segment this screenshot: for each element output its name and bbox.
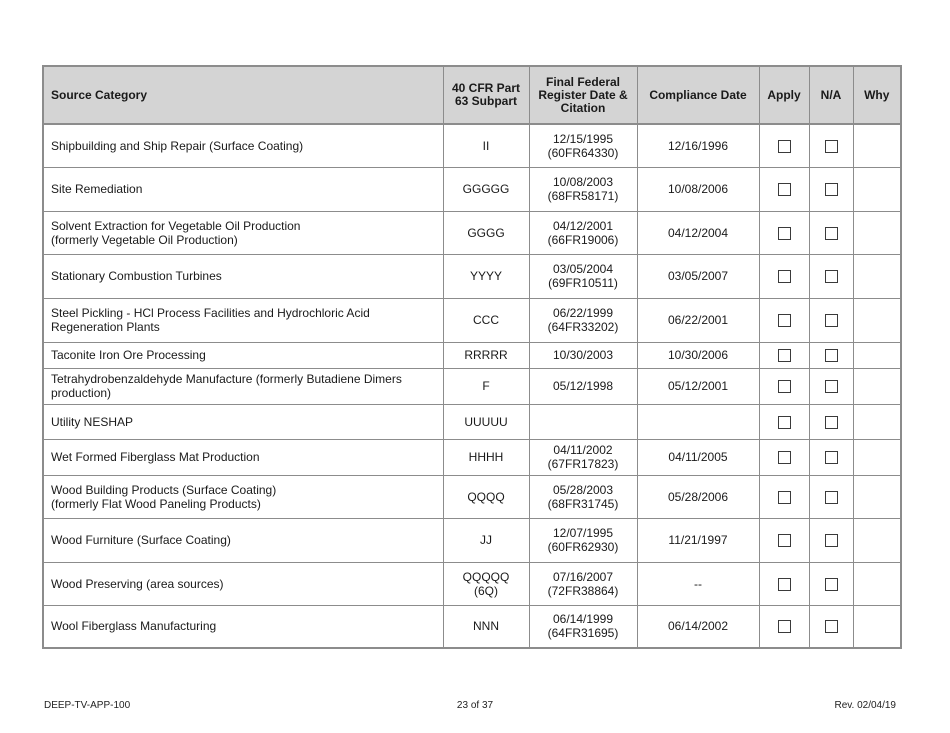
why-input-cell[interactable]	[853, 124, 901, 167]
compliance-date-cell	[637, 404, 759, 439]
cfr-subpart-cell: QQQQ	[443, 475, 529, 518]
header-federal-register: Final Federal Register Date & Citation	[529, 66, 637, 124]
source-category-cell: Shipbuilding and Ship Repair (Surface Coating)	[43, 124, 443, 167]
table-body	[43, 124, 901, 648]
why-input-cell[interactable]	[853, 167, 901, 211]
cfr-subpart-cell: HHHH	[443, 439, 529, 475]
table-row	[43, 124, 901, 167]
footer-revision: Rev. 02/04/19	[834, 700, 896, 711]
header-why: Why	[853, 66, 901, 124]
apply-checkbox[interactable]	[778, 349, 791, 362]
source-category-cell: Steel Pickling - HCl Process Facilities and Hydrochloric Acid Regeneration Plants	[43, 298, 443, 342]
na-checkbox[interactable]	[825, 140, 838, 153]
federal-register-cell: 12/07/1995 (60FR62930)	[529, 518, 637, 562]
cfr-subpart-cell: NNN	[443, 605, 529, 648]
cfr-subpart-cell: UUUUU	[443, 404, 529, 439]
na-cell	[809, 439, 853, 475]
source-category-cell: Site Remediation	[43, 167, 443, 211]
source-category-cell: Tetrahydrobenzaldehyde Manufacture (formerly Butadiene Dimers production)	[43, 368, 443, 404]
apply-checkbox[interactable]	[778, 227, 791, 240]
header-compliance-date: Compliance Date	[637, 66, 759, 124]
compliance-date-cell: 10/08/2006	[637, 167, 759, 211]
compliance-date-cell: 05/28/2006	[637, 475, 759, 518]
apply-checkbox[interactable]	[778, 451, 791, 464]
apply-cell	[759, 211, 809, 254]
cfr-subpart-cell: II	[443, 124, 529, 167]
apply-cell	[759, 368, 809, 404]
na-cell	[809, 211, 853, 254]
compliance-date-cell: 05/12/2001	[637, 368, 759, 404]
apply-checkbox[interactable]	[778, 140, 791, 153]
na-cell	[809, 254, 853, 298]
compliance-date-cell: 04/12/2004	[637, 211, 759, 254]
why-input-cell[interactable]	[853, 475, 901, 518]
apply-cell	[759, 439, 809, 475]
why-input-cell[interactable]	[853, 404, 901, 439]
cfr-subpart-cell: F	[443, 368, 529, 404]
federal-register-cell: 10/30/2003	[529, 342, 637, 368]
why-input-cell[interactable]	[853, 254, 901, 298]
apply-checkbox[interactable]	[778, 620, 791, 633]
source-category-table	[42, 65, 902, 649]
cfr-subpart-cell: GGGG	[443, 211, 529, 254]
source-category-cell: Utility NESHAP	[43, 404, 443, 439]
table-row	[43, 342, 901, 368]
apply-checkbox[interactable]	[778, 534, 791, 547]
why-input-cell[interactable]	[853, 342, 901, 368]
compliance-date-cell: 06/22/2001	[637, 298, 759, 342]
why-input-cell[interactable]	[853, 605, 901, 648]
apply-cell	[759, 404, 809, 439]
table-row	[43, 518, 901, 562]
table-header-row	[43, 66, 901, 124]
na-cell	[809, 167, 853, 211]
source-category-cell: Wood Preserving (area sources)	[43, 562, 443, 605]
table-row	[43, 404, 901, 439]
table-row	[43, 605, 901, 648]
compliance-date-cell: 12/16/1996	[637, 124, 759, 167]
na-cell	[809, 342, 853, 368]
header-cfr-subpart: 40 CFR Part 63 Subpart	[443, 66, 529, 124]
na-checkbox[interactable]	[825, 491, 838, 504]
source-category-cell: Taconite Iron Ore Processing	[43, 342, 443, 368]
compliance-date-cell: 06/14/2002	[637, 605, 759, 648]
source-category-cell: Solvent Extraction for Vegetable Oil Production (formerly Vegetable Oil Production)	[43, 211, 443, 254]
na-checkbox[interactable]	[825, 270, 838, 283]
header-apply: Apply	[759, 66, 809, 124]
federal-register-cell: 05/28/2003 (68FR31745)	[529, 475, 637, 518]
federal-register-cell: 03/05/2004 (69FR10511)	[529, 254, 637, 298]
why-input-cell[interactable]	[853, 562, 901, 605]
why-input-cell[interactable]	[853, 439, 901, 475]
na-cell	[809, 298, 853, 342]
table-row	[43, 475, 901, 518]
na-cell	[809, 475, 853, 518]
why-input-cell[interactable]	[853, 298, 901, 342]
na-cell	[809, 368, 853, 404]
compliance-date-cell: 11/21/1997	[637, 518, 759, 562]
na-checkbox[interactable]	[825, 451, 838, 464]
why-input-cell[interactable]	[853, 518, 901, 562]
na-checkbox[interactable]	[825, 380, 838, 393]
apply-checkbox[interactable]	[778, 416, 791, 429]
apply-cell	[759, 167, 809, 211]
na-cell	[809, 124, 853, 167]
federal-register-cell: 04/11/2002 (67FR17823)	[529, 439, 637, 475]
apply-checkbox[interactable]	[778, 270, 791, 283]
federal-register-cell: 06/22/1999 (64FR33202)	[529, 298, 637, 342]
apply-checkbox[interactable]	[778, 314, 791, 327]
na-checkbox[interactable]	[825, 227, 838, 240]
table-row	[43, 368, 901, 404]
apply-checkbox[interactable]	[778, 491, 791, 504]
source-category-cell: Wool Fiberglass Manufacturing	[43, 605, 443, 648]
table-row	[43, 211, 901, 254]
na-checkbox[interactable]	[825, 314, 838, 327]
apply-cell	[759, 518, 809, 562]
apply-cell	[759, 124, 809, 167]
apply-cell	[759, 605, 809, 648]
compliance-date-cell: 04/11/2005	[637, 439, 759, 475]
na-cell	[809, 518, 853, 562]
table-row	[43, 439, 901, 475]
compliance-date-cell: 10/30/2006	[637, 342, 759, 368]
na-cell	[809, 605, 853, 648]
na-cell	[809, 404, 853, 439]
na-checkbox[interactable]	[825, 534, 838, 547]
compliance-date-cell: --	[637, 562, 759, 605]
na-checkbox[interactable]	[825, 416, 838, 429]
na-checkbox[interactable]	[825, 349, 838, 362]
federal-register-cell: 05/12/1998	[529, 368, 637, 404]
apply-checkbox[interactable]	[778, 578, 791, 591]
header-na: N/A	[809, 66, 853, 124]
na-cell	[809, 562, 853, 605]
cfr-subpart-cell: RRRRR	[443, 342, 529, 368]
cfr-subpart-cell: YYYY	[443, 254, 529, 298]
source-category-cell: Wood Building Products (Surface Coating) (formerly Flat Wood Paneling Products)	[43, 475, 443, 518]
source-category-cell: Wood Furniture (Surface Coating)	[43, 518, 443, 562]
na-checkbox[interactable]	[825, 620, 838, 633]
source-category-cell: Wet Formed Fiberglass Mat Production	[43, 439, 443, 475]
federal-register-cell: 06/14/1999 (64FR31695)	[529, 605, 637, 648]
table-row	[43, 298, 901, 342]
footer-form-id: DEEP-TV-APP-100	[44, 700, 131, 711]
apply-checkbox[interactable]	[778, 380, 791, 393]
footer-page-number: 23 of 37	[456, 700, 494, 711]
cfr-subpart-cell: GGGGG	[443, 167, 529, 211]
cfr-subpart-cell: JJ	[443, 518, 529, 562]
table-row	[43, 167, 901, 211]
federal-register-cell	[529, 404, 637, 439]
apply-cell	[759, 298, 809, 342]
compliance-date-cell: 03/05/2007	[637, 254, 759, 298]
na-checkbox[interactable]	[825, 183, 838, 196]
source-category-cell: Stationary Combustion Turbines	[43, 254, 443, 298]
apply-cell	[759, 342, 809, 368]
federal-register-cell: 12/15/1995 (60FR64330)	[529, 124, 637, 167]
apply-cell	[759, 475, 809, 518]
na-checkbox[interactable]	[825, 578, 838, 591]
federal-register-cell: 04/12/2001 (66FR19006)	[529, 211, 637, 254]
table-row	[43, 254, 901, 298]
federal-register-cell: 10/08/2003 (68FR58171)	[529, 167, 637, 211]
table-row	[43, 562, 901, 605]
cfr-subpart-cell: CCC	[443, 298, 529, 342]
why-input-cell[interactable]	[853, 368, 901, 404]
apply-cell	[759, 562, 809, 605]
why-input-cell[interactable]	[853, 211, 901, 254]
apply-cell	[759, 254, 809, 298]
federal-register-cell: 07/16/2007 (72FR38864)	[529, 562, 637, 605]
apply-checkbox[interactable]	[778, 183, 791, 196]
header-source-category: Source Category	[43, 66, 443, 124]
cfr-subpart-cell: QQQQQ (6Q)	[443, 562, 529, 605]
